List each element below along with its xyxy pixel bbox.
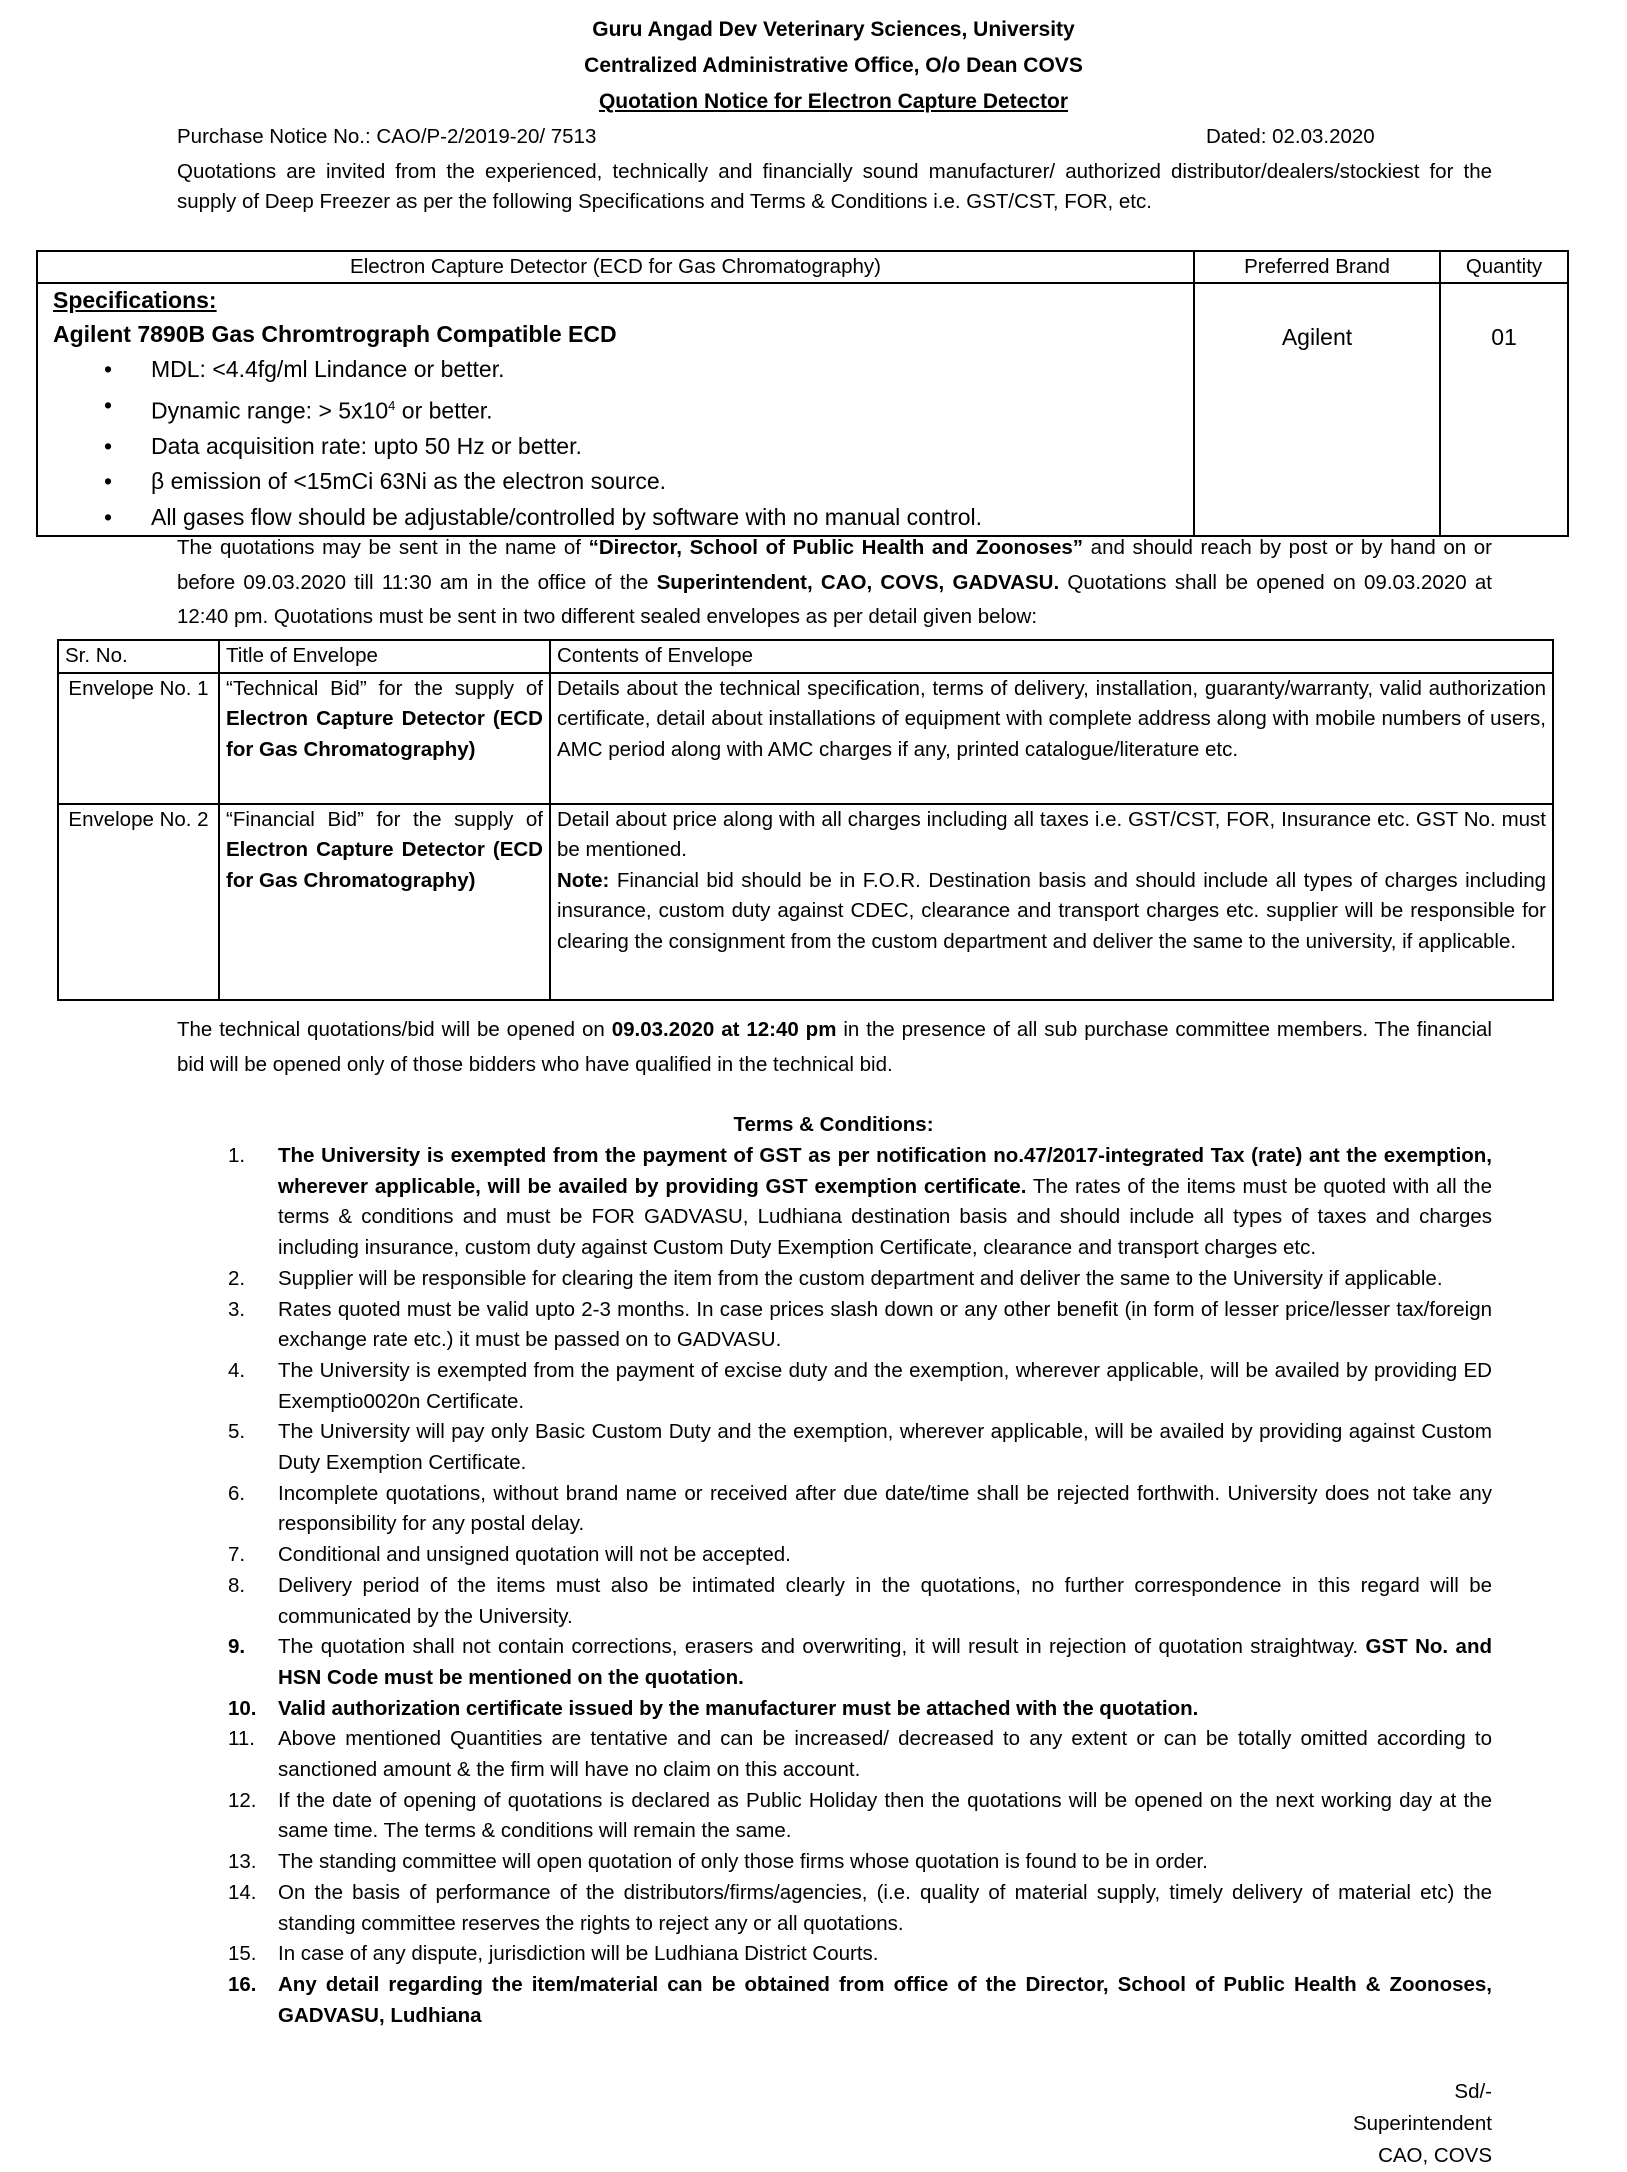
term-item: 11. Above mentioned Quantities are tentative and can be increased/ decreased to any extent or can be totally omitted according to sanctioned amount & the firm will have no claim on this account. — [228, 1727, 1492, 1782]
envelope-table — [57, 639, 1554, 1001]
term-item: 15. In case of any dispute, jurisdiction will be Ludhiana District Courts. — [228, 1942, 879, 1966]
env-header-contents: Contents of Envelope — [550, 640, 1553, 673]
term-item: 7. Conditional and unsigned quotation will not be accepted. — [228, 1543, 791, 1567]
specification-table — [36, 250, 1569, 537]
envelope-1-sr: Envelope No. 1 — [58, 673, 219, 804]
notice-date: Dated: 02.03.2020 — [1206, 125, 1375, 148]
spec-header-brand: Preferred Brand — [1194, 251, 1440, 283]
term-item: 1. The University is exempted from the payment of GST as per notification no.47/2017-integrated Tax (rate) ant the exemption, wherever applicable, will be availed by providing GST exemption certificate. The rates of the items must be quoted with all the terms & conditions and must be FOR GADVASU, Ludhiana destination basis and should include all types of taxes and charges including insurance, custom duty against Custom Duty Exemption Certificate, clearance and transport charges etc. — [228, 1144, 1492, 1260]
spec-bullet: • MDL: <4.4fg/ml Lindance or better. — [104, 356, 505, 382]
envelope-1-title: “Technical Bid” for the supply of Electron Capture Detector (ECD for Gas Chromatography) — [219, 673, 550, 804]
signature-title: Superintendent — [1352, 2112, 1492, 2135]
envelope-row-2 — [58, 804, 1553, 1000]
quantity-value: 01 — [1440, 283, 1568, 536]
spec-header-quantity: Quantity — [1440, 251, 1568, 283]
term-item: 5. The University will pay only Basic Custom Duty and the exemption, wherever applicable, will be availed by providing against Custom Duty Exemption Certificate. — [228, 1420, 1492, 1475]
spec-bullet: • All gases flow should be adjustable/controlled by software with no manual control. — [104, 503, 983, 530]
term-item: 3. Rates quoted must be valid upto 2-3 months. In case prices slash down or any other benefit (in form of lesser price/lesser tax/foreign exchange rate etc.) it must be passed on to GADVASU. — [228, 1297, 1492, 1352]
term-item: 4. The University is exempted from the payment of excise duty and the exemption, wherever applicable, will be availed by providing ED Exemptio0020n Certificate. — [228, 1358, 1492, 1413]
office-name: Centralized Administrative Office, O/o Dean COVS — [584, 54, 1083, 77]
spec-bullet: • Dynamic range: > $5x10^4$ or better. — [104, 391, 493, 424]
signature-office: CAO, COVS — [1378, 2144, 1492, 2167]
spec-heading: Specifications: — [53, 287, 217, 313]
opening-paragraph: The technical quotations/bid will be opened on 09.03.2020 at 12:40 pm in the presence of all sub purchase committee members. The financial bid will be opened only of those bidders who have qualified in the technical bid. — [177, 1018, 1492, 1076]
envelope-row-1 — [58, 673, 1553, 804]
term-item: 2. Supplier will be responsible for clearing the item from the custom department and deliver the same to the University if applicable. — [228, 1266, 1443, 1290]
envelope-table-header-row — [58, 640, 1553, 673]
term-item: 12. If the date of opening of quotations is declared as Public Holiday then the quotations will be opened on the next working day at the same time. The terms & conditions will remain the same. — [228, 1788, 1492, 1843]
envelope-2-contents: Detail about price along with all charges including all taxes i.e. GST/CST, FOR, Insurance etc. GST No. must be mentioned. Note: Financial bid should be in F.O.R. Destination basis and should include all types of charges including insurance, custom duty against CDEC, clearance and transport charges etc. supplier will be responsible for clearing the consignment from the custom department and deliver the same to the university, if applicable. — [550, 804, 1553, 1000]
spec-table-row — [37, 283, 1568, 536]
submission-paragraph: The quotations may be sent in the name of “Director, School of Public Health and Zoonoses” and should reach by post or by hand on or before 09.03.2020 till 11:30 am in the office of the Superintendent, CAO, COVS, GADVASU. Quotations shall be opened on 09.03.2020 at 12:40 pm. Quotations must be sent in two different sealed envelopes as per detail given below: — [177, 536, 1493, 628]
spec-details-cell — [37, 283, 1194, 536]
term-item: 14. On the basis of performance of the distributors/firms/agencies, (i.e. quality of material supply, timely delivery of material etc) the standing committee reserves the rights to reject any or all quotations. — [228, 1880, 1492, 1935]
term-item: 16. Any detail regarding the item/material can be obtained from office of the Director, School of Public Health & Zoonoses, GADVASU, Ludhiana — [228, 1972, 1492, 2027]
spec-bullet-list — [53, 352, 1187, 535]
spec-table-header-row — [37, 251, 1568, 283]
envelope-2-sr: Envelope No. 2 — [58, 804, 219, 1000]
preferred-brand: Agilent — [1194, 283, 1440, 536]
intro-paragraph: Quotations are invited from the experienced, technically and financially sound manufacturer/ authorized distributor/dealers/stockiest for the supply of Deep Freezer as per the following Specifications and Terms & Conditions i.e. GST/CST, FOR, etc. — [177, 160, 1492, 213]
terms-list — [228, 1141, 1492, 2031]
spec-bullet: • Data acquisition rate: upto 50 Hz or better. — [104, 432, 582, 459]
term-item: 13. The standing committee will open quotation of only those firms whose quotation is found to be in order. — [228, 1850, 1208, 1874]
env-header-title: Title of Envelope — [219, 640, 550, 673]
notice-title: Quotation Notice for Electron Capture Detector — [598, 90, 1069, 113]
spec-header-item: Electron Capture Detector (ECD for Gas Chromatography) — [37, 251, 1194, 283]
terms-heading: Terms & Conditions: — [733, 1113, 934, 1136]
spec-bullet: • β emission of <15mCi 63Ni as the electron source. — [104, 468, 666, 495]
term-item: 6. Incomplete quotations, without brand name or received after due date/time shall be rejected forthwith. University does not take any responsibility for any postal delay. — [228, 1481, 1492, 1536]
envelope-2-title: “Financial Bid” for the supply of Electron Capture Detector (ECD for Gas Chromatography) — [219, 804, 550, 1000]
term-item: 10. Valid authorization certificate issued by the manufacturer must be attached with the quotation. — [228, 1696, 1199, 1720]
env-header-sr: Sr. No. — [58, 640, 219, 673]
spec-model: Agilent 7890B Gas Chromtrograph Compatible ECD — [53, 321, 617, 347]
note-label: Note: — [557, 868, 610, 892]
institution-name: Guru Angad Dev Veterinary Sciences, University — [592, 18, 1075, 41]
purchase-notice-number: Purchase Notice No.: CAO/P-2/2019-20/ 7513 — [177, 125, 597, 148]
envelope-1-contents: Details about the technical specification, terms of delivery, installation, guaranty/warranty, valid authorization certificate, detail about installations of equipment with complete address along with mobile numbers of users, AMC period along with AMC charges if any, printed catalogue/literature etc. — [550, 673, 1553, 804]
term-item: 9. The quotation shall not contain corrections, erasers and overwriting, it will result in rejection of quotation straightway. GST No. and HSN Code must be mentioned on the quotation. — [228, 1635, 1493, 1689]
signature-sd: Sd/- — [1454, 2080, 1492, 2103]
term-item: 8. Delivery period of the items must also be intimated clearly in the quotations, no further correspondence in this regard will be communicated by the University. — [228, 1573, 1492, 1628]
